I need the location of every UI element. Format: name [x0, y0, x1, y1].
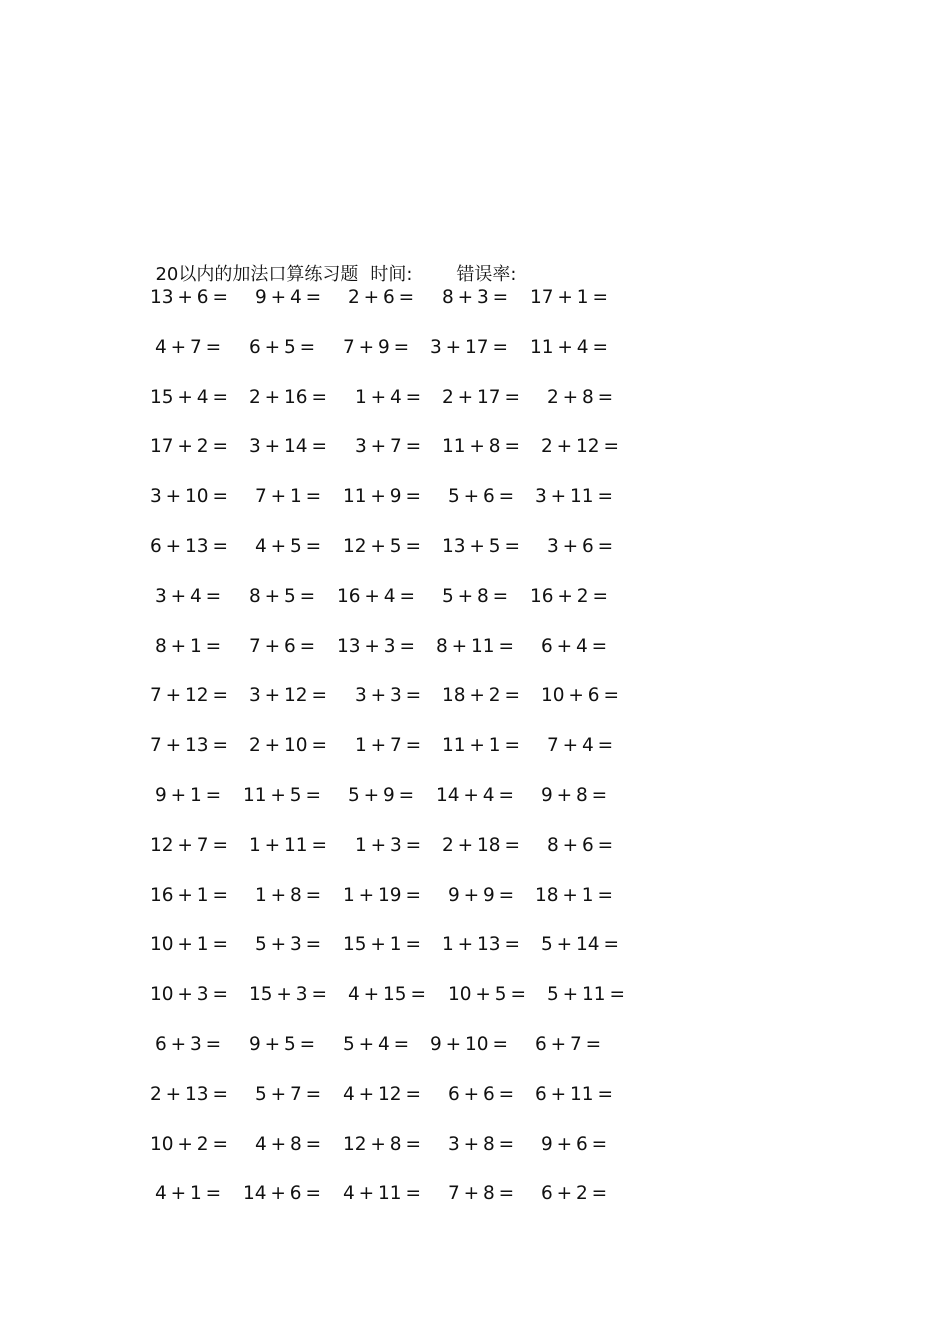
- problem-row: [0, 681, 950, 711]
- addition-problem: 6 + 7 =: [535, 1034, 602, 1055]
- addition-problem: 11 + 8 =: [442, 436, 520, 458]
- problem-row: [0, 980, 950, 1010]
- addition-problem: 15 + 4 =: [150, 386, 228, 408]
- addition-problem: 7 + 9 =: [343, 336, 410, 358]
- problem-row: [0, 1030, 950, 1060]
- addition-problem: 10 + 1 =: [150, 934, 228, 956]
- time-label: 时间:: [370, 264, 413, 285]
- addition-problem: 6 + 5 =: [249, 336, 316, 358]
- addition-problem: 10 + 6 =: [541, 685, 619, 707]
- addition-problem: 11 + 1 =: [442, 735, 520, 757]
- addition-problem: 5 + 3 =: [255, 934, 322, 956]
- addition-problem: 3 + 4 =: [155, 585, 222, 607]
- addition-problem: 4 + 1 =: [155, 1183, 222, 1205]
- addition-problem: 1 + 11 =: [249, 834, 327, 856]
- addition-problem: 6 + 2 =: [541, 1183, 608, 1205]
- addition-problem: 9 + 4 =: [255, 287, 322, 308]
- addition-problem: 4 + 12 =: [343, 1083, 421, 1105]
- addition-problem: 12 + 7 =: [150, 834, 228, 856]
- addition-problem: 17 + 1 =: [530, 287, 608, 308]
- addition-problem: 18 + 1 =: [535, 884, 613, 906]
- addition-problem: 8 + 1 =: [155, 635, 222, 657]
- problem-row: [0, 881, 950, 911]
- error-rate-label: 错误率:: [456, 264, 517, 285]
- addition-problem: 2 + 17 =: [442, 386, 520, 408]
- addition-problem: 5 + 11 =: [547, 984, 625, 1006]
- problem-row: [0, 1179, 950, 1209]
- addition-problem: 1 + 19 =: [343, 884, 421, 906]
- addition-problem: 5 + 7 =: [255, 1083, 322, 1105]
- problem-row: [0, 532, 950, 562]
- problem-row: [0, 482, 950, 512]
- addition-problem: 8 + 3 =: [442, 287, 509, 308]
- addition-problem: 13 + 6 =: [150, 287, 228, 308]
- addition-problem: 2 + 18 =: [442, 834, 520, 856]
- addition-problem: 11 + 9 =: [343, 486, 421, 508]
- addition-problem: 3 + 10 =: [150, 486, 228, 508]
- addition-problem: 7 + 8 =: [448, 1183, 515, 1205]
- problem-row: [0, 831, 950, 861]
- addition-problem: 11 + 4 =: [530, 336, 608, 358]
- addition-problem: 1 + 8 =: [255, 884, 322, 906]
- addition-problem: 3 + 3 =: [355, 685, 422, 707]
- addition-problem: 12 + 8 =: [343, 1133, 421, 1155]
- addition-problem: 8 + 11 =: [436, 635, 514, 657]
- addition-problem: 18 + 2 =: [442, 685, 520, 707]
- addition-problem: 12 + 5 =: [343, 536, 421, 557]
- worksheet-title: 20以内的加法口算练习题: [155, 264, 359, 285]
- addition-problem: 9 + 6 =: [541, 1133, 608, 1155]
- addition-problem: 4 + 7 =: [155, 336, 222, 358]
- addition-problem: 8 + 5 =: [249, 585, 316, 607]
- addition-problem: 2 + 8 =: [547, 386, 614, 408]
- addition-problem: 9 + 8 =: [541, 785, 608, 806]
- problem-row: [0, 432, 950, 462]
- addition-problem: 13 + 3 =: [337, 635, 415, 657]
- addition-problem: 2 + 16 =: [249, 386, 327, 408]
- problem-row: [0, 283, 950, 313]
- addition-problem: 10 + 2 =: [150, 1133, 228, 1155]
- addition-problem: 2 + 6 =: [348, 287, 415, 308]
- addition-problem: 5 + 6 =: [448, 486, 515, 508]
- addition-problem: 1 + 7 =: [355, 735, 422, 757]
- addition-problem: 3 + 8 =: [448, 1133, 515, 1155]
- addition-problem: 4 + 8 =: [255, 1133, 322, 1155]
- addition-problem: 14 + 6 =: [243, 1183, 321, 1205]
- addition-problem: 14 + 4 =: [436, 785, 514, 806]
- problem-row: [0, 781, 950, 811]
- addition-problem: 2 + 13 =: [150, 1083, 228, 1105]
- addition-problem: 17 + 2 =: [150, 436, 228, 458]
- problem-row: [0, 333, 950, 363]
- addition-problem: 6 + 4 =: [541, 635, 608, 657]
- addition-problem: 7 + 1 =: [255, 486, 322, 508]
- addition-problem: 9 + 5 =: [249, 1034, 316, 1055]
- problem-row: [0, 1080, 950, 1110]
- addition-problem: 10 + 3 =: [150, 984, 228, 1006]
- addition-problem: 7 + 12 =: [150, 685, 228, 707]
- addition-problem: 13 + 5 =: [442, 536, 520, 557]
- addition-problem: 6 + 3 =: [155, 1034, 222, 1055]
- addition-problem: 16 + 4 =: [337, 585, 415, 607]
- problem-row: [0, 930, 950, 960]
- addition-problem: 4 + 11 =: [343, 1183, 421, 1205]
- addition-problem: 3 + 17 =: [430, 336, 508, 358]
- addition-problem: 9 + 1 =: [155, 785, 222, 806]
- addition-problem: 1 + 13 =: [442, 934, 520, 956]
- problem-row: [0, 582, 950, 612]
- addition-problem: 15 + 3 =: [249, 984, 327, 1006]
- problem-row: [0, 1130, 950, 1160]
- addition-problem: 2 + 12 =: [541, 436, 619, 458]
- addition-problem: 7 + 6 =: [249, 635, 316, 657]
- addition-problem: 3 + 6 =: [547, 536, 614, 557]
- addition-problem: 5 + 9 =: [348, 785, 415, 806]
- addition-problem: 9 + 10 =: [430, 1034, 508, 1055]
- addition-problem: 16 + 1 =: [150, 884, 228, 906]
- addition-problem: 3 + 11 =: [535, 486, 613, 508]
- addition-problem: 7 + 4 =: [547, 735, 614, 757]
- addition-problem: 7 + 13 =: [150, 735, 228, 757]
- addition-problem: 1 + 4 =: [355, 386, 422, 408]
- addition-problem: 9 + 9 =: [448, 884, 515, 906]
- addition-problem: 2 + 10 =: [249, 735, 327, 757]
- addition-problem: 6 + 13 =: [150, 536, 228, 557]
- addition-problem: 8 + 6 =: [547, 834, 614, 856]
- addition-problem: 1 + 3 =: [355, 834, 422, 856]
- problem-row: [0, 383, 950, 413]
- addition-problem: 3 + 7 =: [355, 436, 422, 458]
- addition-problem: 3 + 14 =: [249, 436, 327, 458]
- addition-problem: 6 + 6 =: [448, 1083, 515, 1105]
- addition-problem: 15 + 1 =: [343, 934, 421, 956]
- addition-problem: 10 + 5 =: [448, 984, 526, 1006]
- problem-row: [0, 632, 950, 662]
- problem-row: [0, 731, 950, 761]
- addition-problem: 5 + 4 =: [343, 1034, 410, 1055]
- addition-problem: 11 + 5 =: [243, 785, 321, 806]
- addition-problem: 4 + 15 =: [348, 984, 426, 1006]
- addition-problem: 16 + 2 =: [530, 585, 608, 607]
- addition-problem: 4 + 5 =: [255, 536, 322, 557]
- addition-problem: 6 + 11 =: [535, 1083, 613, 1105]
- addition-problem: 3 + 12 =: [249, 685, 327, 707]
- addition-problem: 5 + 8 =: [442, 585, 509, 607]
- addition-problem: 5 + 14 =: [541, 934, 619, 956]
